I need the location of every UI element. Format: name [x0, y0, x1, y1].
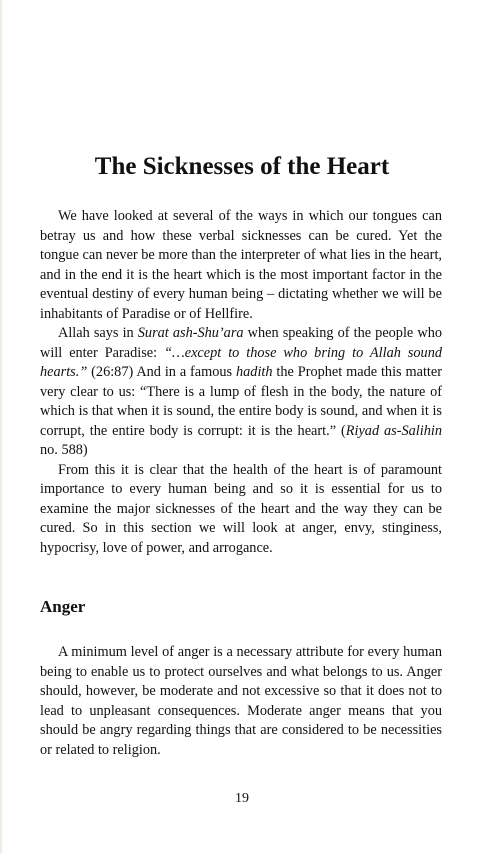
paragraph-2-text-e: no. 588) — [40, 442, 88, 458]
paragraph-2 — [40, 324, 442, 461]
page-number: 19 — [235, 791, 249, 806]
paragraph-2-text-c: (26:87) And in a famous — [87, 364, 236, 380]
paragraph-2-text-a: Allah says in — [58, 325, 138, 341]
quran-quote: “…except to those who bring to Allah sound hearts.” — [40, 344, 442, 380]
anger-paragraph-1: A minimum level of anger is a necessary attribute for every human being to enable us to protect ourselves and what belongs to us. Anger should, however, be moderate and not excessive so that it does not to lead to unpleasant consequences. Moderate anger means that you should be angry regarding things that are considered to be necessities or related to religion. — [40, 644, 442, 758]
paragraph-2-text-d: the Prophet made this matter very clear to us: “There is a lump of flesh in the body, the nature of which is that when it is sound, the entire body is sound, and when it is corrupt, the entire body is corrupt: it is the heart.” ( — [40, 364, 442, 439]
section-heading-anger: Anger — [40, 597, 86, 616]
anger-text-block — [40, 643, 442, 760]
hadith-term: hadith — [236, 364, 273, 380]
paragraph-2-text-b: when speaking of the people who will enter Paradise: — [40, 325, 442, 361]
page-edge-shadow — [0, 0, 3, 853]
paragraph-1: We have looked at several of the ways in which our tongues can betray us and how these verbal sicknesses can be cured. Yet the tongue can never be more than the interpreter of what lies in the heart, and in the end it is the heart which is the most important factor in the eventual destiny of every human being – dictating whether we will be inhabitants of Paradise or of Hellfire. — [40, 208, 442, 322]
intro-text-block — [40, 207, 442, 558]
paragraph-3: From this it is clear that the health of the heart is of paramount importance to every human being and so it is essential for us to examine the major sicknesses of the heart and the way they can be cured. So in this section we will look at anger, envy, stinginess, hypocrisy, love of power, and arrogance. — [40, 461, 442, 556]
chapter-title: The Sicknesses of the Heart — [94, 153, 390, 180]
surah-name: Surat ash-Shu’ara — [137, 325, 244, 341]
hadith-source: Riyad as-Salihin — [345, 422, 443, 439]
